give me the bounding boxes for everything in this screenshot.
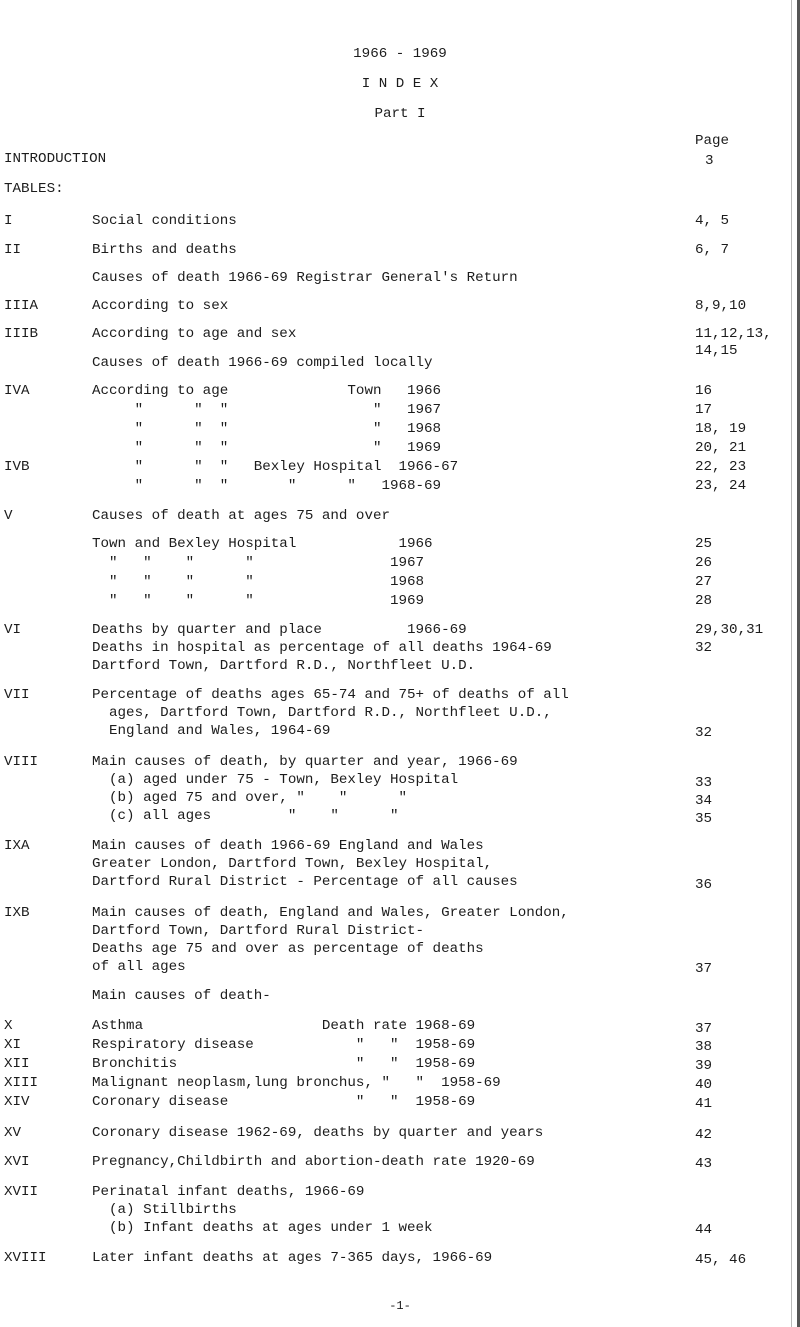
- entry-text: Main causes of death, England and Wales, Greater London,: [92, 905, 569, 921]
- scan-edge-line: [791, 0, 792, 1327]
- entry-page: 4, 5: [695, 213, 730, 229]
- entry-text: Main causes of death-: [92, 988, 271, 1004]
- entry-number: V: [4, 508, 13, 524]
- page-number: -1-: [389, 1299, 411, 1313]
- entry-text: Causes of death 1966-69 Registrar General's Return: [92, 270, 518, 286]
- entry-page: 8,9,10: [695, 298, 747, 314]
- entry-page: 37: [695, 1021, 713, 1037]
- entry-text: According to sex: [92, 298, 229, 314]
- entry-text: " " " " 1969: [92, 440, 442, 456]
- entry-number: IXA: [4, 838, 30, 854]
- entry-page: 17: [695, 402, 713, 418]
- entry-text: According to age and sex: [92, 326, 297, 342]
- entry-text: Dartford Rural District - Percentage of all causes: [92, 874, 518, 890]
- entry-page: 25: [695, 536, 713, 552]
- entry-text: Births and deaths: [92, 242, 237, 258]
- entry-number: XVIII: [4, 1250, 47, 1266]
- entry-text: ages, Dartford Town, Dartford R.D., Northfleet U.D.,: [92, 705, 552, 721]
- entry-page: 32: [695, 725, 713, 741]
- entry-text: According to age Town 1966: [92, 383, 442, 399]
- entry-text: (b) Infant deaths at ages under 1 week: [92, 1220, 433, 1236]
- entry-number: XVII: [4, 1184, 39, 1200]
- entry-text: Dartford Town, Dartford Rural District-: [92, 923, 425, 939]
- entry-page: 33: [695, 775, 713, 791]
- entry-number: IXB: [4, 905, 30, 921]
- entry-text: " " " Bexley Hospital 1966-67: [92, 459, 459, 475]
- tables-label: TABLES:: [4, 181, 64, 197]
- entry-page: 22, 23: [695, 459, 747, 475]
- entry-number: XVI: [4, 1154, 30, 1170]
- entry-page: 18, 19: [695, 421, 747, 437]
- entry-page: 38: [695, 1039, 713, 1055]
- entry-text: England and Wales, 1964-69: [92, 723, 331, 739]
- entry-page: 36: [695, 877, 713, 893]
- entry-page: 16: [695, 383, 713, 399]
- entry-text: " " " " 1969: [92, 593, 425, 609]
- entry-text: " " " " 1968: [92, 421, 442, 437]
- entry-text: Main causes of death 1966-69 England and Wales: [92, 838, 484, 854]
- entry-page: 42: [695, 1127, 713, 1143]
- entry-text: (a) Stillbirths: [92, 1202, 237, 1218]
- entry-text: Respiratory disease " " 1958-69: [92, 1037, 476, 1053]
- entry-page: 34: [695, 793, 713, 809]
- entry-text: Asthma Death rate 1968-69: [92, 1018, 476, 1034]
- header-years: 1966 - 1969: [353, 46, 447, 62]
- entry-number: XIV: [4, 1094, 30, 1110]
- entry-text: " " " " 1967: [92, 555, 425, 571]
- entry-text: Dartford Town, Dartford R.D., Northfleet U.D.: [92, 658, 476, 674]
- entry-number: IVA: [4, 383, 30, 399]
- entry-page: 28: [695, 593, 713, 609]
- introduction-page: 3: [705, 153, 714, 169]
- entry-text: Coronary disease " " 1958-69: [92, 1094, 476, 1110]
- part-label: Part I: [374, 106, 426, 122]
- entry-text: (c) all ages " " ": [92, 808, 399, 824]
- entry-text: " " " " " 1968-69: [92, 478, 442, 494]
- entry-page: 14,15: [695, 343, 738, 359]
- entry-page: 35: [695, 811, 713, 827]
- entry-number: X: [4, 1018, 13, 1034]
- entry-number: II: [4, 242, 22, 258]
- entry-number: XI: [4, 1037, 22, 1053]
- entry-text: Deaths by quarter and place 1966-69: [92, 622, 467, 638]
- entry-page: 39: [695, 1058, 713, 1074]
- entry-text: " " " " 1967: [92, 402, 442, 418]
- entry-page: 6, 7: [695, 242, 730, 258]
- entry-number: IIIA: [4, 298, 39, 314]
- entry-number: IVB: [4, 459, 30, 475]
- entry-text: Greater London, Dartford Town, Bexley Hospital,: [92, 856, 493, 872]
- entry-text: Social conditions: [92, 213, 237, 229]
- entry-text: Perinatal infant deaths, 1966-69: [92, 1184, 365, 1200]
- entry-number: VII: [4, 687, 30, 703]
- entry-page: 32: [695, 640, 713, 656]
- entry-number: VI: [4, 622, 22, 638]
- entry-text: Causes of death at ages 75 and over: [92, 508, 390, 524]
- entry-page: 27: [695, 574, 713, 590]
- entry-page: 41: [695, 1096, 713, 1112]
- entry-page: 37: [695, 961, 713, 977]
- entry-number: XII: [4, 1056, 30, 1072]
- entry-number: VIII: [4, 754, 39, 770]
- entry-text: Coronary disease 1962-69, deaths by quarter and years: [92, 1125, 544, 1141]
- introduction-label: INTRODUCTION: [4, 151, 107, 167]
- entry-text: Pregnancy,Childbirth and abortion-death rate 1920-69: [92, 1154, 535, 1170]
- entry-page: 20, 21: [695, 440, 747, 456]
- entry-text: (a) aged under 75 - Town, Bexley Hospital: [92, 772, 459, 788]
- entry-text: Causes of death 1966-69 compiled locally: [92, 355, 433, 371]
- entry-text: Later infant deaths at ages 7-365 days, 1966-69: [92, 1250, 493, 1266]
- entry-text: Percentage of deaths ages 65-74 and 75+ of deaths of all: [92, 687, 569, 703]
- entry-page: 44: [695, 1222, 713, 1238]
- entry-text: " " " " 1968: [92, 574, 425, 590]
- entry-page: 11,12,13,: [695, 326, 772, 342]
- entry-page: 40: [695, 1077, 713, 1093]
- entry-page: 43: [695, 1156, 713, 1172]
- entry-text: Malignant neoplasm,lung bronchus, " " 1958-69: [92, 1075, 501, 1091]
- entry-page: 45, 46: [695, 1252, 747, 1268]
- entry-page: 29,30,31: [695, 622, 764, 638]
- entry-number: XV: [4, 1125, 22, 1141]
- entry-page: 23, 24: [695, 478, 747, 494]
- entry-text: (b) aged 75 and over, " " ": [92, 790, 408, 806]
- entry-text: of all ages: [92, 959, 186, 975]
- entry-page: 26: [695, 555, 713, 571]
- entry-text: Deaths in hospital as percentage of all deaths 1964-69: [92, 640, 552, 656]
- entry-text: Deaths age 75 and over as percentage of deaths: [92, 941, 484, 957]
- page-column-header: Page: [695, 133, 730, 149]
- entry-text: Town and Bexley Hospital 1966: [92, 536, 433, 552]
- entry-number: IIIB: [4, 326, 39, 342]
- entry-text: Main causes of death, by quarter and year, 1966-69: [92, 754, 518, 770]
- entry-number: I: [4, 213, 13, 229]
- entry-text: Bronchitis " " 1958-69: [92, 1056, 476, 1072]
- entry-number: XIII: [4, 1075, 39, 1091]
- index-title: I N D E X: [361, 76, 439, 92]
